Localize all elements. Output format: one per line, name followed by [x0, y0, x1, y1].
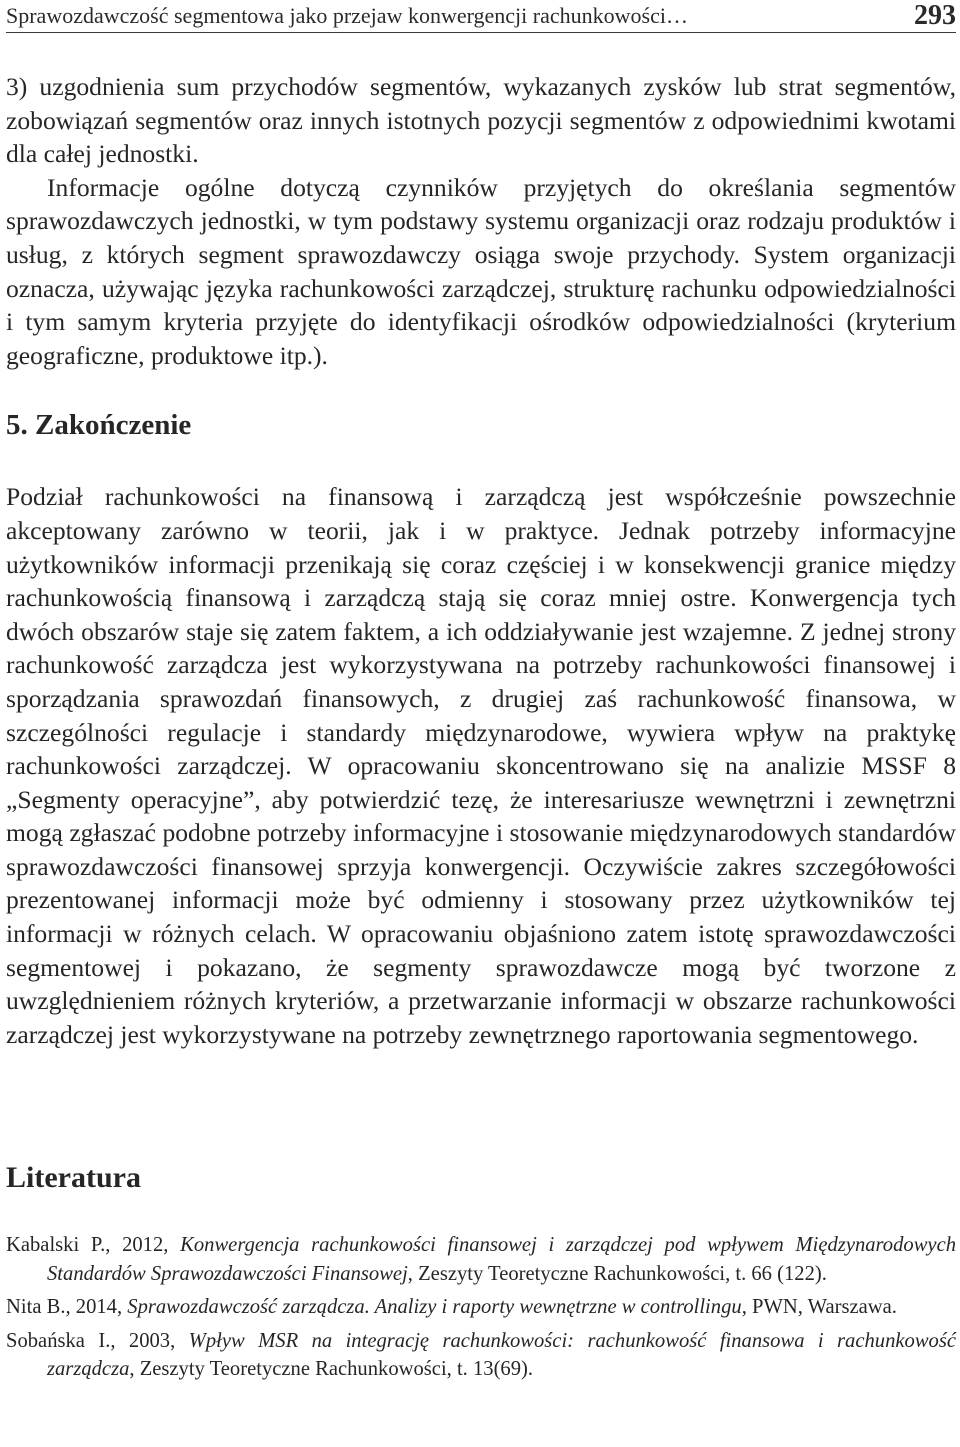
- reference-item: [6, 1231, 956, 1288]
- reference-source: , PWN, Warszawa.: [741, 1296, 897, 1319]
- reference-list: [6, 1231, 956, 1384]
- page-number: 293: [914, 0, 956, 31]
- section-heading-conclusion: 5. Zakończenie: [6, 409, 192, 442]
- reference-author-year: Nita B., 2014,: [6, 1296, 128, 1319]
- book-page: [6, 0, 956, 1389]
- reference-source: , Zeszyty Teoretyczne Rachunkowości, t. 13(69).: [129, 1358, 534, 1381]
- reference-author-year: Kabalski P., 2012,: [6, 1234, 181, 1257]
- reference-item: [6, 1293, 956, 1322]
- reference-title: Sprawozdawczość zarządcza. Analizy i raporty wewnętrzne w controllingu: [127, 1296, 742, 1319]
- reference-title: Wpływ MSR na integrację rachunkowości: rachunkowość finansowa i rachunkowość zarządcza: [47, 1329, 957, 1381]
- reference-title: Konwergencja rachunkowości finansowej i zarządczej pod wpływem Międzynarodowych Standardów Sprawozdawczości Finansowej: [47, 1234, 957, 1285]
- reference-author-year: Sobańska I., 2003,: [6, 1329, 189, 1352]
- bibliography-heading: Literatura: [6, 1161, 141, 1195]
- paragraph-general-info: Informacje ogólne dotyczą czynników przyjętych do określania segmentów sprawozdawczych jednostki, w tym podstawy systemu organizacji oraz rodzaju produktów i usług, z których segment sprawozdawczy osiąga swoje przychody. System organizacji oznacza, używając języka rachunkowości zarządczej, strukturę rachunku odpowiedzialności i tym samym kryteria przyjęte do identyfikacji ośrodków odpowiedzialności (kryterium geograficzne, produktowe itp.).: [6, 172, 956, 370]
- list-item-3: 3) uzgodnienia sum przychodów segmentów, wykazanych zysków lub strat segmentów, zobowiązań segmentów oraz innych istotnych pozycji segmentów z odpowiednimi kwotami dla całej jednostki.: [6, 72, 956, 169]
- reference-item: [6, 1327, 956, 1384]
- reference-source: , Zeszyty Teoretyczne Rachunkowości, t. 66 (122).: [407, 1262, 827, 1285]
- running-header: [6, 0, 956, 33]
- running-title: Sprawozdawczość segmentowa jako przejaw konwergencji rachunkowości…: [6, 3, 688, 28]
- conclusion-paragraph: Podział rachunkowości na finansową i zarządczą jest współcześnie powszechnie akceptowany zarówno w teorii, jak i w praktyce. Jednak potrzeby informacyjne użytkowników informacji przenikają się coraz częściej i w konsekwencji granice między rachunkowością finansową i zarządczą stają się coraz mniej ostre. Konwergencja tych dwóch obszarów staje się zatem faktem, a ich oddziaływanie jest wzajemne. Z jednej strony rachunkowość zarządcza jest wykorzystywana na potrzeby rachunkowości finansowej i sporządzania sprawozdań finansowych, z drugiej zaś rachunkowość finansowa, w szczególności regulacje i standardy międzynarodowe, wywiera wpływ na praktykę rachunkowości zarządczej. W opracowaniu skoncentrowano się na analizie MSSF 8 „Segmenty operacyjne”, aby potwierdzić tezę, że interesariusze wewnętrzni i zewnętrzni mogą zgłaszać podobne potrzeby informacyjne i stosowanie międzynarodowych standardów sprawozdawczości finansowej sprzyja konwergencji. Oczywiście zakres szczegółowości prezentowanej informacji może być odmienny i stosowany przez użytkowników tej informacji w różnych celach. W opracowaniu objaśniono zatem istotę sprawozdawczości segmentowej i pokazano, że segmenty sprawozdawcze mogą być tworzone z uwzględnieniem różnych kryteriów, a przetwarzanie informacji w obszarze rachunkowości zarządczej jest wykorzystywane na potrzeby zewnętrznego raportowania segmentowego.: [6, 482, 956, 1049]
